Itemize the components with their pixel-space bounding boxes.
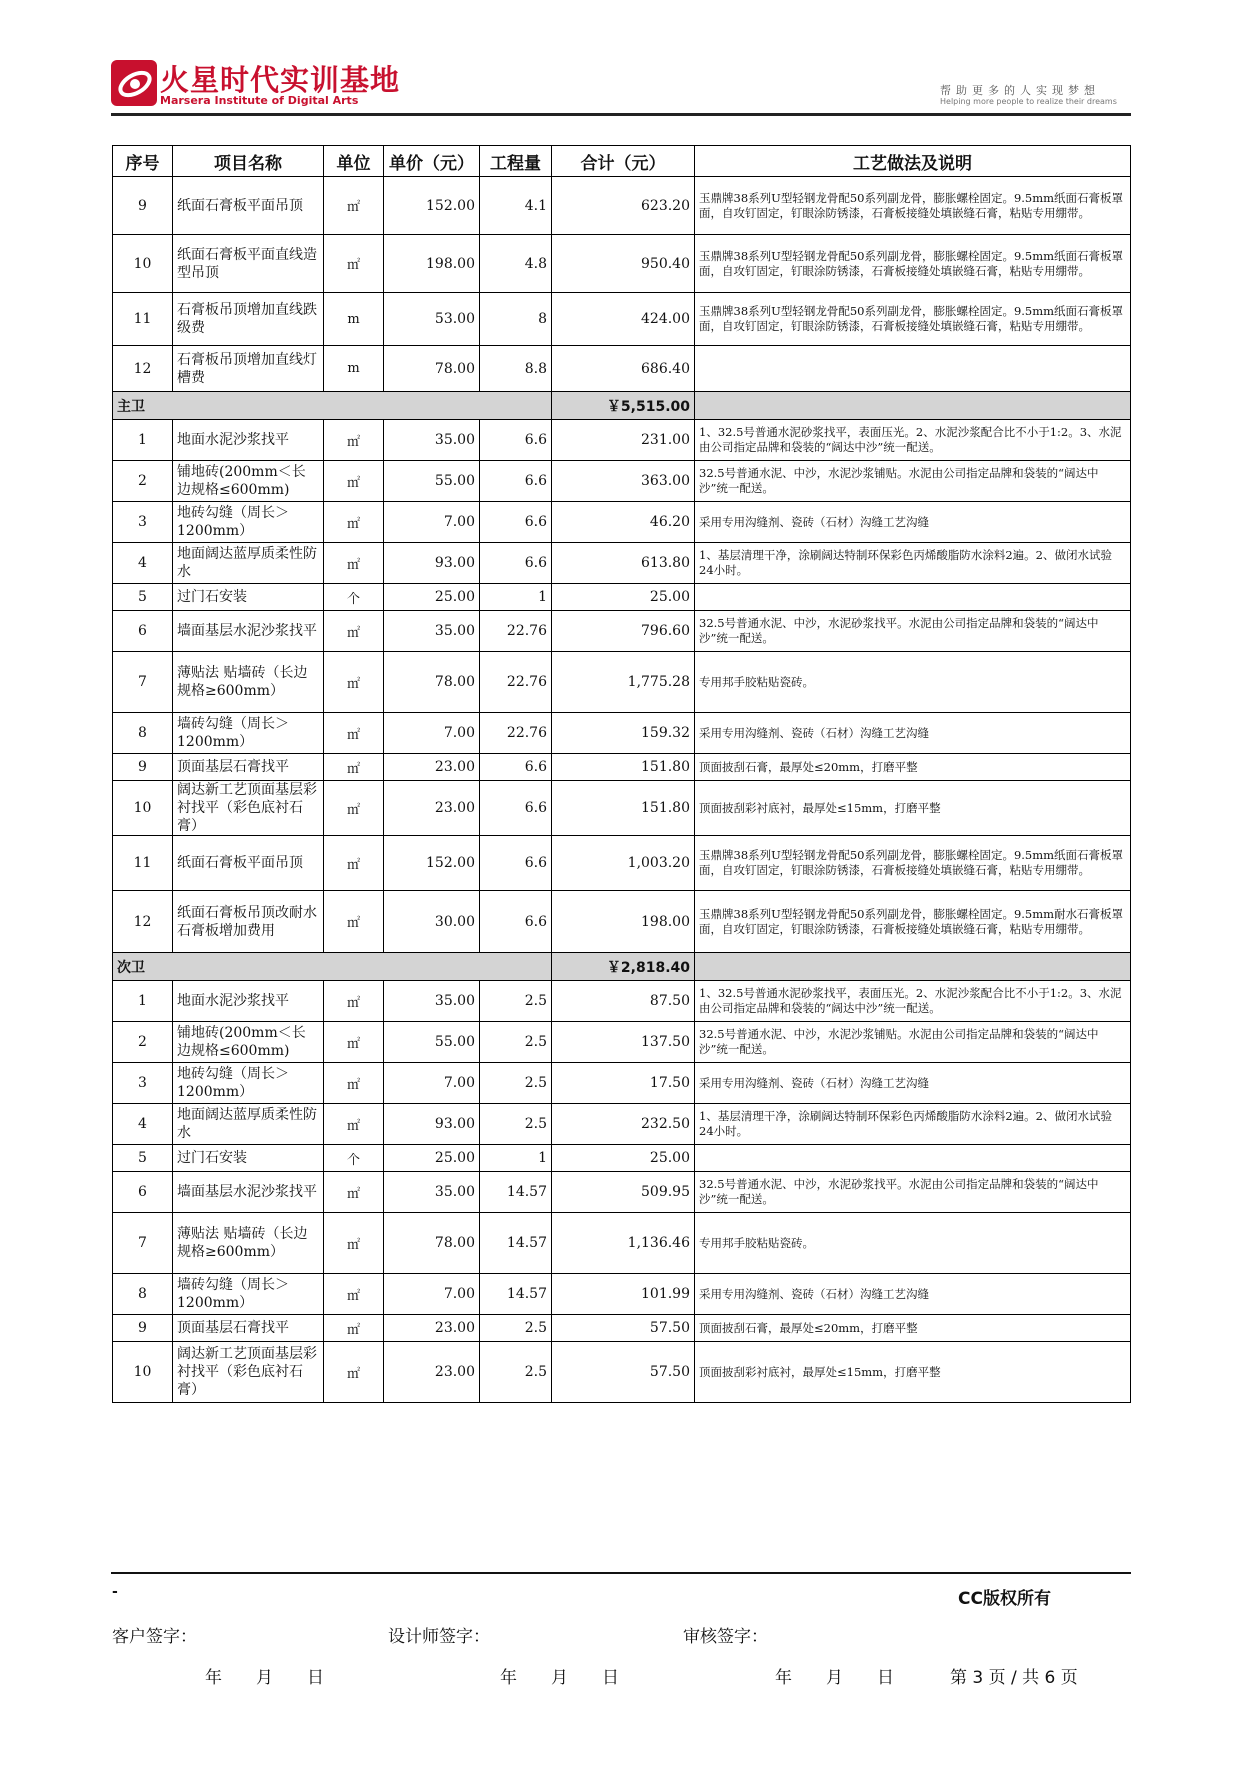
- cell-total: 198.00: [552, 891, 695, 953]
- table-row: [113, 1063, 1131, 1104]
- cell-total: 137.50: [552, 1022, 695, 1063]
- cell-desc: 采用专用沟缝剂、瓷砖（石材）沟缝工艺沟缝: [695, 1063, 1131, 1104]
- brand-logo-icon: [111, 60, 157, 106]
- cell-total: 87.50: [552, 981, 695, 1022]
- cell-price: 35.00: [384, 981, 480, 1022]
- cell-desc: 玉鼎牌38系列U型轻钢龙骨配50系列副龙骨，膨胀螺栓固定。9.5mm纸面石膏板罩面，自攻钉固定，钉眼涂防锈漆，石膏板接缝处填嵌缝石膏，粘贴专用绷带。: [695, 293, 1131, 346]
- cell-price: 35.00: [384, 611, 480, 652]
- cell-qty: 8.8: [480, 346, 552, 392]
- cell-price: 53.00: [384, 293, 480, 346]
- cell-price: 23.00: [384, 754, 480, 781]
- cell-no: 12: [113, 891, 173, 953]
- cell-unit: ㎡: [324, 981, 384, 1022]
- table-row: [113, 713, 1131, 754]
- cell-desc: 专用邦手胶粘贴瓷砖。: [695, 1213, 1131, 1274]
- cell-price: 198.00: [384, 235, 480, 293]
- cell-no: 10: [113, 1342, 173, 1403]
- cell-name: 石膏板吊顶增加直线灯槽费: [173, 346, 324, 392]
- cell-price: 78.00: [384, 652, 480, 713]
- col-header-price: 单价（元）: [384, 146, 480, 177]
- table-row: [113, 981, 1131, 1022]
- cell-qty: 1: [480, 1145, 552, 1172]
- table-row: [113, 781, 1131, 836]
- cell-name: 阔达新工艺顶面基层彩衬找平（彩色底衬石膏）: [173, 1342, 324, 1403]
- cell-no: 6: [113, 611, 173, 652]
- cell-qty: 6.6: [480, 836, 552, 891]
- cell-price: 23.00: [384, 1342, 480, 1403]
- cell-price: 55.00: [384, 1022, 480, 1063]
- table-row: [113, 293, 1131, 346]
- table-row: [113, 1342, 1131, 1403]
- cell-no: 3: [113, 502, 173, 543]
- cell-name: 过门石安装: [173, 584, 324, 611]
- cell-name: 墙面基层水泥沙浆找平: [173, 1172, 324, 1213]
- cell-desc: 玉鼎牌38系列U型轻钢龙骨配50系列副龙骨，膨胀螺栓固定。9.5mm纸面石膏板罩面，自攻钉固定，钉眼涂防锈漆，石膏板接缝处填嵌缝石膏，粘贴专用绷带。: [695, 836, 1131, 891]
- cell-total: 57.50: [552, 1315, 695, 1342]
- cell-no: 7: [113, 652, 173, 713]
- cell-no: 1: [113, 981, 173, 1022]
- cell-desc: [695, 584, 1131, 611]
- cell-total: 509.95: [552, 1172, 695, 1213]
- col-header-name: 项目名称: [173, 146, 324, 177]
- cell-no: 11: [113, 836, 173, 891]
- cell-unit: ㎡: [324, 543, 384, 584]
- cell-no: 8: [113, 713, 173, 754]
- cell-price: 25.00: [384, 584, 480, 611]
- cell-qty: 6.6: [480, 754, 552, 781]
- section-total: ￥5,515.00: [552, 392, 695, 420]
- cell-no: 9: [113, 754, 173, 781]
- cell-name: 薄贴法 贴墙砖（长边规格≥600mm）: [173, 652, 324, 713]
- cell-qty: 6.6: [480, 420, 552, 461]
- cell-price: 93.00: [384, 543, 480, 584]
- cell-unit: ㎡: [324, 836, 384, 891]
- cell-no: 2: [113, 1022, 173, 1063]
- cell-qty: 8: [480, 293, 552, 346]
- cell-price: 23.00: [384, 781, 480, 836]
- cell-name: 墙砖勾缝（周长＞1200mm）: [173, 713, 324, 754]
- cell-qty: 2.5: [480, 1063, 552, 1104]
- cell-unit: ㎡: [324, 177, 384, 235]
- brand-name-en: Marsera Institute of Digital Arts: [160, 94, 359, 107]
- cell-price: 78.00: [384, 1213, 480, 1274]
- cell-total: 613.80: [552, 543, 695, 584]
- cell-unit: ㎡: [324, 754, 384, 781]
- brand-name-cn: 火星时代实训基地: [160, 63, 401, 97]
- cell-name: 铺地砖(200mm＜长边规格≤600mm): [173, 1022, 324, 1063]
- cell-unit: ㎡: [324, 1315, 384, 1342]
- table-row: [113, 1022, 1131, 1063]
- cell-name: 阔达新工艺顶面基层彩衬找平（彩色底衬石膏）: [173, 781, 324, 836]
- cell-desc: 32.5号普通水泥、中沙，水泥砂浆找平。水泥由公司指定品牌和袋装的“阔达中沙”统一配送。: [695, 611, 1131, 652]
- section-row: [113, 392, 1131, 420]
- review-signature-label: 审核签字：: [683, 1627, 768, 1647]
- cell-qty: 14.57: [480, 1274, 552, 1315]
- cell-unit: ㎡: [324, 1104, 384, 1145]
- table-header-row: [113, 146, 1131, 177]
- cell-no: 10: [113, 235, 173, 293]
- cell-qty: 6.6: [480, 502, 552, 543]
- col-header-desc: 工艺做法及说明: [695, 146, 1131, 177]
- cell-qty: 2.5: [480, 1315, 552, 1342]
- section-blank: [695, 392, 1131, 420]
- cell-qty: 6.6: [480, 891, 552, 953]
- cell-no: 10: [113, 781, 173, 836]
- footer-dash: -: [112, 1584, 118, 1600]
- cell-desc: 玉鼎牌38系列U型轻钢龙骨配50系列副龙骨，膨胀螺栓固定。9.5mm耐水石膏板罩面，自攻钉固定，钉眼涂防锈漆，石膏板接缝处填嵌缝石膏，粘贴专用绷带。: [695, 891, 1131, 953]
- cell-name: 顶面基层石膏找平: [173, 1315, 324, 1342]
- cell-unit: ㎡: [324, 652, 384, 713]
- cell-desc: 顶面披刮石膏，最厚处≤20mm，打磨平整: [695, 1315, 1131, 1342]
- cell-qty: 22.76: [480, 713, 552, 754]
- cell-name: 薄贴法 贴墙砖（长边规格≥600mm）: [173, 1213, 324, 1274]
- cell-desc: 专用邦手胶粘贴瓷砖。: [695, 652, 1131, 713]
- cell-unit: ㎡: [324, 1342, 384, 1403]
- cell-unit: ㎡: [324, 502, 384, 543]
- cell-desc: 32.5号普通水泥、中沙，水泥砂浆找平。水泥由公司指定品牌和袋装的“阔达中沙”统一配送。: [695, 1172, 1131, 1213]
- section-name: 次卫: [113, 953, 552, 981]
- cell-price: 78.00: [384, 346, 480, 392]
- cell-no: 9: [113, 177, 173, 235]
- col-header-qty: 工程量: [480, 146, 552, 177]
- cell-total: 232.50: [552, 1104, 695, 1145]
- table-row: [113, 754, 1131, 781]
- cell-name: 地砖勾缝（周长＞1200mm）: [173, 1063, 324, 1104]
- cell-no: 7: [113, 1213, 173, 1274]
- table-row: [113, 1145, 1131, 1172]
- cell-total: 1,003.20: [552, 836, 695, 891]
- cell-unit: ㎡: [324, 713, 384, 754]
- cell-qty: 4.1: [480, 177, 552, 235]
- cell-total: 796.60: [552, 611, 695, 652]
- table-row: [113, 611, 1131, 652]
- cell-price: 35.00: [384, 1172, 480, 1213]
- cell-name: 纸面石膏板平面直线造型吊顶: [173, 235, 324, 293]
- cell-total: 623.20: [552, 177, 695, 235]
- cell-unit: ㎡: [324, 461, 384, 502]
- cell-total: 363.00: [552, 461, 695, 502]
- cell-desc: 1、32.5号普通水泥砂浆找平，表面压光。2、水泥沙浆配合比不小于1:2。3、水泥由公司指定品牌和袋装的“阔达中沙”统一配送。: [695, 420, 1131, 461]
- section-blank: [695, 953, 1131, 981]
- quotation-table: [112, 145, 1131, 1403]
- cell-desc: 1、基层清理干净，涂刷阔达特制环保彩色丙烯酸脂防水涂料2遍。2、做闭水试验24小时。: [695, 543, 1131, 584]
- col-header-unit: 单位: [324, 146, 384, 177]
- cell-desc: 采用专用沟缝剂、瓷砖（石材）沟缝工艺沟缝: [695, 1274, 1131, 1315]
- cell-desc: 采用专用沟缝剂、瓷砖（石材）沟缝工艺沟缝: [695, 713, 1131, 754]
- cell-name: 地面水泥沙浆找平: [173, 981, 324, 1022]
- table-row: [113, 235, 1131, 293]
- cell-no: 5: [113, 1145, 173, 1172]
- table-row: [113, 543, 1131, 584]
- cell-total: 1,136.46: [552, 1213, 695, 1274]
- cell-name: 铺地砖(200mm＜长边规格≤600mm): [173, 461, 324, 502]
- cell-name: 地面阔达蓝厚质柔性防水: [173, 1104, 324, 1145]
- cell-price: 7.00: [384, 502, 480, 543]
- cell-total: 151.80: [552, 754, 695, 781]
- cell-price: 55.00: [384, 461, 480, 502]
- cell-qty: 14.57: [480, 1172, 552, 1213]
- cell-unit: 个: [324, 1145, 384, 1172]
- cell-no: 8: [113, 1274, 173, 1315]
- cell-qty: 1: [480, 584, 552, 611]
- cell-name: 石膏板吊顶增加直线跌级费: [173, 293, 324, 346]
- designer-signature-label: 设计师签字：: [388, 1627, 490, 1647]
- cell-unit: m: [324, 293, 384, 346]
- cell-unit: ㎡: [324, 891, 384, 953]
- table-row: [113, 652, 1131, 713]
- table-row: [113, 836, 1131, 891]
- table-row: [113, 1213, 1131, 1274]
- cell-name: 墙砖勾缝（周长＞1200mm）: [173, 1274, 324, 1315]
- cell-unit: ㎡: [324, 1172, 384, 1213]
- cell-desc: [695, 1145, 1131, 1172]
- cell-no: 4: [113, 1104, 173, 1145]
- cell-qty: 2.5: [480, 1104, 552, 1145]
- cell-total: 101.99: [552, 1274, 695, 1315]
- cell-total: 25.00: [552, 584, 695, 611]
- designer-date: 年 月 日: [500, 1668, 619, 1688]
- cell-unit: ㎡: [324, 420, 384, 461]
- section-total: ￥2,818.40: [552, 953, 695, 981]
- section-row: [113, 953, 1131, 981]
- cell-unit: ㎡: [324, 1022, 384, 1063]
- cell-qty: 14.57: [480, 1213, 552, 1274]
- cell-price: 30.00: [384, 891, 480, 953]
- cell-price: 152.00: [384, 836, 480, 891]
- cell-total: 159.32: [552, 713, 695, 754]
- cell-total: 686.40: [552, 346, 695, 392]
- cell-total: 151.80: [552, 781, 695, 836]
- cell-qty: 6.6: [480, 461, 552, 502]
- customer-date: 年 月 日: [205, 1668, 324, 1688]
- cell-price: 7.00: [384, 1274, 480, 1315]
- cell-price: 35.00: [384, 420, 480, 461]
- cell-price: 7.00: [384, 1063, 480, 1104]
- table-body: [113, 177, 1131, 1403]
- table-row: [113, 346, 1131, 392]
- cell-unit: ㎡: [324, 1213, 384, 1274]
- cell-no: 11: [113, 293, 173, 346]
- section-name: 主卫: [113, 392, 552, 420]
- cell-desc: 玉鼎牌38系列U型轻钢龙骨配50系列副龙骨，膨胀螺栓固定。9.5mm纸面石膏板罩面，自攻钉固定，钉眼涂防锈漆，石膏板接缝处填嵌缝石膏，粘贴专用绷带。: [695, 235, 1131, 293]
- cell-unit: 个: [324, 584, 384, 611]
- table-row: [113, 891, 1131, 953]
- cell-no: 2: [113, 461, 173, 502]
- cell-unit: ㎡: [324, 1063, 384, 1104]
- cell-price: 7.00: [384, 713, 480, 754]
- cell-total: 1,775.28: [552, 652, 695, 713]
- cell-unit: ㎡: [324, 781, 384, 836]
- customer-signature-label: 客户签字：: [112, 1627, 197, 1647]
- cell-no: 3: [113, 1063, 173, 1104]
- cell-qty: 2.5: [480, 1022, 552, 1063]
- cell-name: 墙面基层水泥沙浆找平: [173, 611, 324, 652]
- cell-desc: 采用专用沟缝剂、瓷砖（石材）沟缝工艺沟缝: [695, 502, 1131, 543]
- cell-price: 23.00: [384, 1315, 480, 1342]
- table-row: [113, 177, 1131, 235]
- table-row: [113, 1104, 1131, 1145]
- cell-qty: 6.6: [480, 781, 552, 836]
- page-info: 第 3 页 / 共 6 页: [950, 1668, 1078, 1688]
- cell-name: 过门石安装: [173, 1145, 324, 1172]
- cell-no: 9: [113, 1315, 173, 1342]
- cell-desc: 1、32.5号普通水泥砂浆找平，表面压光。2、水泥沙浆配合比不小于1:2。3、水泥由公司指定品牌和袋装的“阔达中沙”统一配送。: [695, 981, 1131, 1022]
- cell-qty: 6.6: [480, 543, 552, 584]
- table-row: [113, 584, 1131, 611]
- cell-name: 纸面石膏板平面吊顶: [173, 177, 324, 235]
- col-header-no: 序号: [113, 146, 173, 177]
- slogan-en: Helping more people to realize their dreams: [940, 97, 1117, 106]
- table-row: [113, 461, 1131, 502]
- cell-total: 231.00: [552, 420, 695, 461]
- cell-desc: 玉鼎牌38系列U型轻钢龙骨配50系列副龙骨，膨胀螺栓固定。9.5mm纸面石膏板罩面，自攻钉固定，钉眼涂防锈漆，石膏板接缝处填嵌缝石膏，粘贴专用绷带。: [695, 177, 1131, 235]
- cell-desc: 顶面披刮彩衬底衬，最厚处≤15mm，打磨平整: [695, 781, 1131, 836]
- cell-desc: 1、基层清理干净，涂刷阔达特制环保彩色丙烯酸脂防水涂料2遍。2、做闭水试验24小时。: [695, 1104, 1131, 1145]
- table-row: [113, 1315, 1131, 1342]
- table-row: [113, 1274, 1131, 1315]
- cell-no: 1: [113, 420, 173, 461]
- cell-price: 93.00: [384, 1104, 480, 1145]
- cell-total: 17.50: [552, 1063, 695, 1104]
- cell-no: 6: [113, 1172, 173, 1213]
- cell-unit: ㎡: [324, 235, 384, 293]
- cell-qty: 22.76: [480, 611, 552, 652]
- cell-name: 地面阔达蓝厚质柔性防水: [173, 543, 324, 584]
- cell-unit: ㎡: [324, 1274, 384, 1315]
- cell-desc: 顶面披刮彩衬底衬，最厚处≤15mm，打磨平整: [695, 1342, 1131, 1403]
- cell-desc: 32.5号普通水泥、中沙，水泥沙浆铺贴。水泥由公司指定品牌和袋装的“阔达中沙”统一配送。: [695, 461, 1131, 502]
- review-date: 年 月 日: [775, 1668, 894, 1688]
- cell-total: 950.40: [552, 235, 695, 293]
- cell-total: 46.20: [552, 502, 695, 543]
- table-row: [113, 502, 1131, 543]
- copyright-text: CC版权所有: [958, 1589, 1051, 1609]
- cell-no: 5: [113, 584, 173, 611]
- cell-total: 25.00: [552, 1145, 695, 1172]
- cell-price: 25.00: [384, 1145, 480, 1172]
- cell-no: 4: [113, 543, 173, 584]
- cell-name: 纸面石膏板平面吊顶: [173, 836, 324, 891]
- cell-desc: [695, 346, 1131, 392]
- table-row: [113, 1172, 1131, 1213]
- col-header-total: 合计（元）: [552, 146, 695, 177]
- cell-desc: 32.5号普通水泥、中沙，水泥沙浆铺贴。水泥由公司指定品牌和袋装的“阔达中沙”统一配送。: [695, 1022, 1131, 1063]
- cell-unit: ㎡: [324, 611, 384, 652]
- footer-divider: [111, 1572, 1131, 1574]
- cell-desc: 顶面披刮石膏，最厚处≤20mm，打磨平整: [695, 754, 1131, 781]
- cell-qty: 2.5: [480, 1342, 552, 1403]
- cell-total: 57.50: [552, 1342, 695, 1403]
- cell-total: 424.00: [552, 293, 695, 346]
- slogan-cn: 帮助更多的人实现梦想: [940, 84, 1100, 97]
- cell-price: 152.00: [384, 177, 480, 235]
- table-row: [113, 420, 1131, 461]
- cell-name: 纸面石膏板吊顶改耐水石膏板增加费用: [173, 891, 324, 953]
- cell-qty: 2.5: [480, 981, 552, 1022]
- cell-name: 地面水泥沙浆找平: [173, 420, 324, 461]
- header-divider: [111, 113, 1131, 116]
- cell-unit: m: [324, 346, 384, 392]
- cell-no: 12: [113, 346, 173, 392]
- cell-qty: 22.76: [480, 652, 552, 713]
- cell-qty: 4.8: [480, 235, 552, 293]
- cell-name: 顶面基层石膏找平: [173, 754, 324, 781]
- cell-name: 地砖勾缝（周长＞1200mm）: [173, 502, 324, 543]
